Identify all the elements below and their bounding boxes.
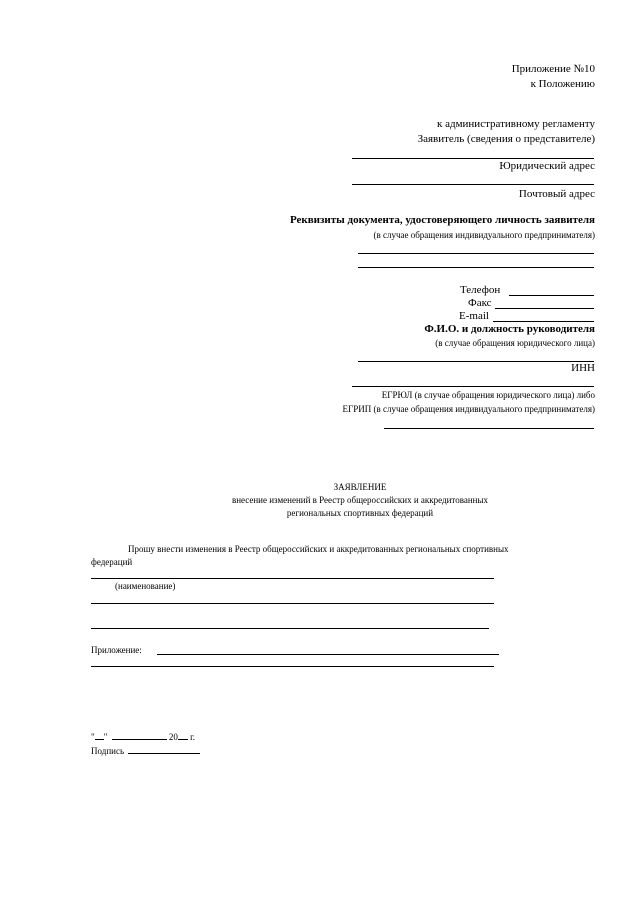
head-label: Ф.И.О. и должность руководителя: [424, 323, 595, 335]
statement-subtitle-2: региональных спортивных федераций: [286, 508, 434, 518]
email-label: E-mail: [459, 310, 489, 322]
signature-field: [91, 744, 200, 757]
inn-line: [352, 386, 594, 387]
head-note: (в случае обращения юридического лица): [435, 338, 595, 348]
id-document-line-1: [358, 253, 594, 254]
phone-label: Телефон: [460, 284, 501, 296]
statement-body-line-1: Прошу внести изменения в Реестр общероссийских и аккредитованных региональных спортивных: [128, 544, 509, 554]
attachment-label: Приложение:: [91, 645, 142, 655]
id-document-line-2: [358, 267, 594, 268]
name-caption: (наименование): [115, 581, 176, 591]
applicant-label: Заявитель (сведения о представителе): [417, 133, 595, 145]
date-field: [91, 730, 195, 743]
date-quote-open: ": [91, 732, 95, 742]
name-line-2: [91, 603, 494, 604]
attachment-line-2: [91, 666, 494, 667]
signature-blank: [128, 744, 200, 754]
date-year-blank: [178, 730, 188, 740]
id-document-label: Реквизиты документа, удостоверяющего личность заявителя: [289, 214, 595, 226]
postal-address-label: Почтовый адрес: [518, 188, 595, 200]
statement-title: ЗАЯВЛЕНИЕ: [333, 482, 387, 492]
legal-address-label: Юридический адрес: [499, 160, 595, 172]
signature-label: Подпись: [91, 746, 125, 756]
to-regulation: к Положению: [530, 78, 595, 90]
egrip-label: ЕГРИП (в случае обращения индивидуального предпринимателя): [342, 404, 595, 414]
appendix-number: Приложение №10: [511, 63, 595, 75]
egrul-label: ЕГРЮЛ (в случае обращения юридического лица) либо: [381, 390, 595, 400]
statement-body-line-2: федераций: [91, 557, 133, 567]
statement-subtitle-1: внесение изменений в Реестр общероссийских и аккредитованных: [231, 495, 489, 505]
name-line-3: [91, 628, 489, 629]
date-day-blank: [95, 730, 104, 740]
name-line-1: [91, 578, 494, 579]
applicant-line: [352, 158, 594, 159]
head-line: [358, 361, 594, 362]
fax-label: Факс: [468, 297, 492, 309]
legal-address-line: [352, 184, 594, 185]
inn-label: ИНН: [571, 362, 595, 374]
fax-line: [495, 308, 594, 309]
date-year-prefix: 20: [168, 732, 178, 742]
to-admin-regulation: к административному регламенту: [437, 118, 595, 130]
date-quote-close: ": [103, 732, 108, 742]
email-line: [493, 321, 594, 322]
date-month-blank: [112, 730, 167, 740]
attachment-line-1: [157, 654, 499, 655]
phone-line: [509, 295, 594, 296]
egr-line: [384, 428, 594, 429]
id-document-note: (в случае обращения индивидуального предпринимателя): [373, 230, 595, 240]
date-year-suffix: г.: [190, 732, 196, 742]
